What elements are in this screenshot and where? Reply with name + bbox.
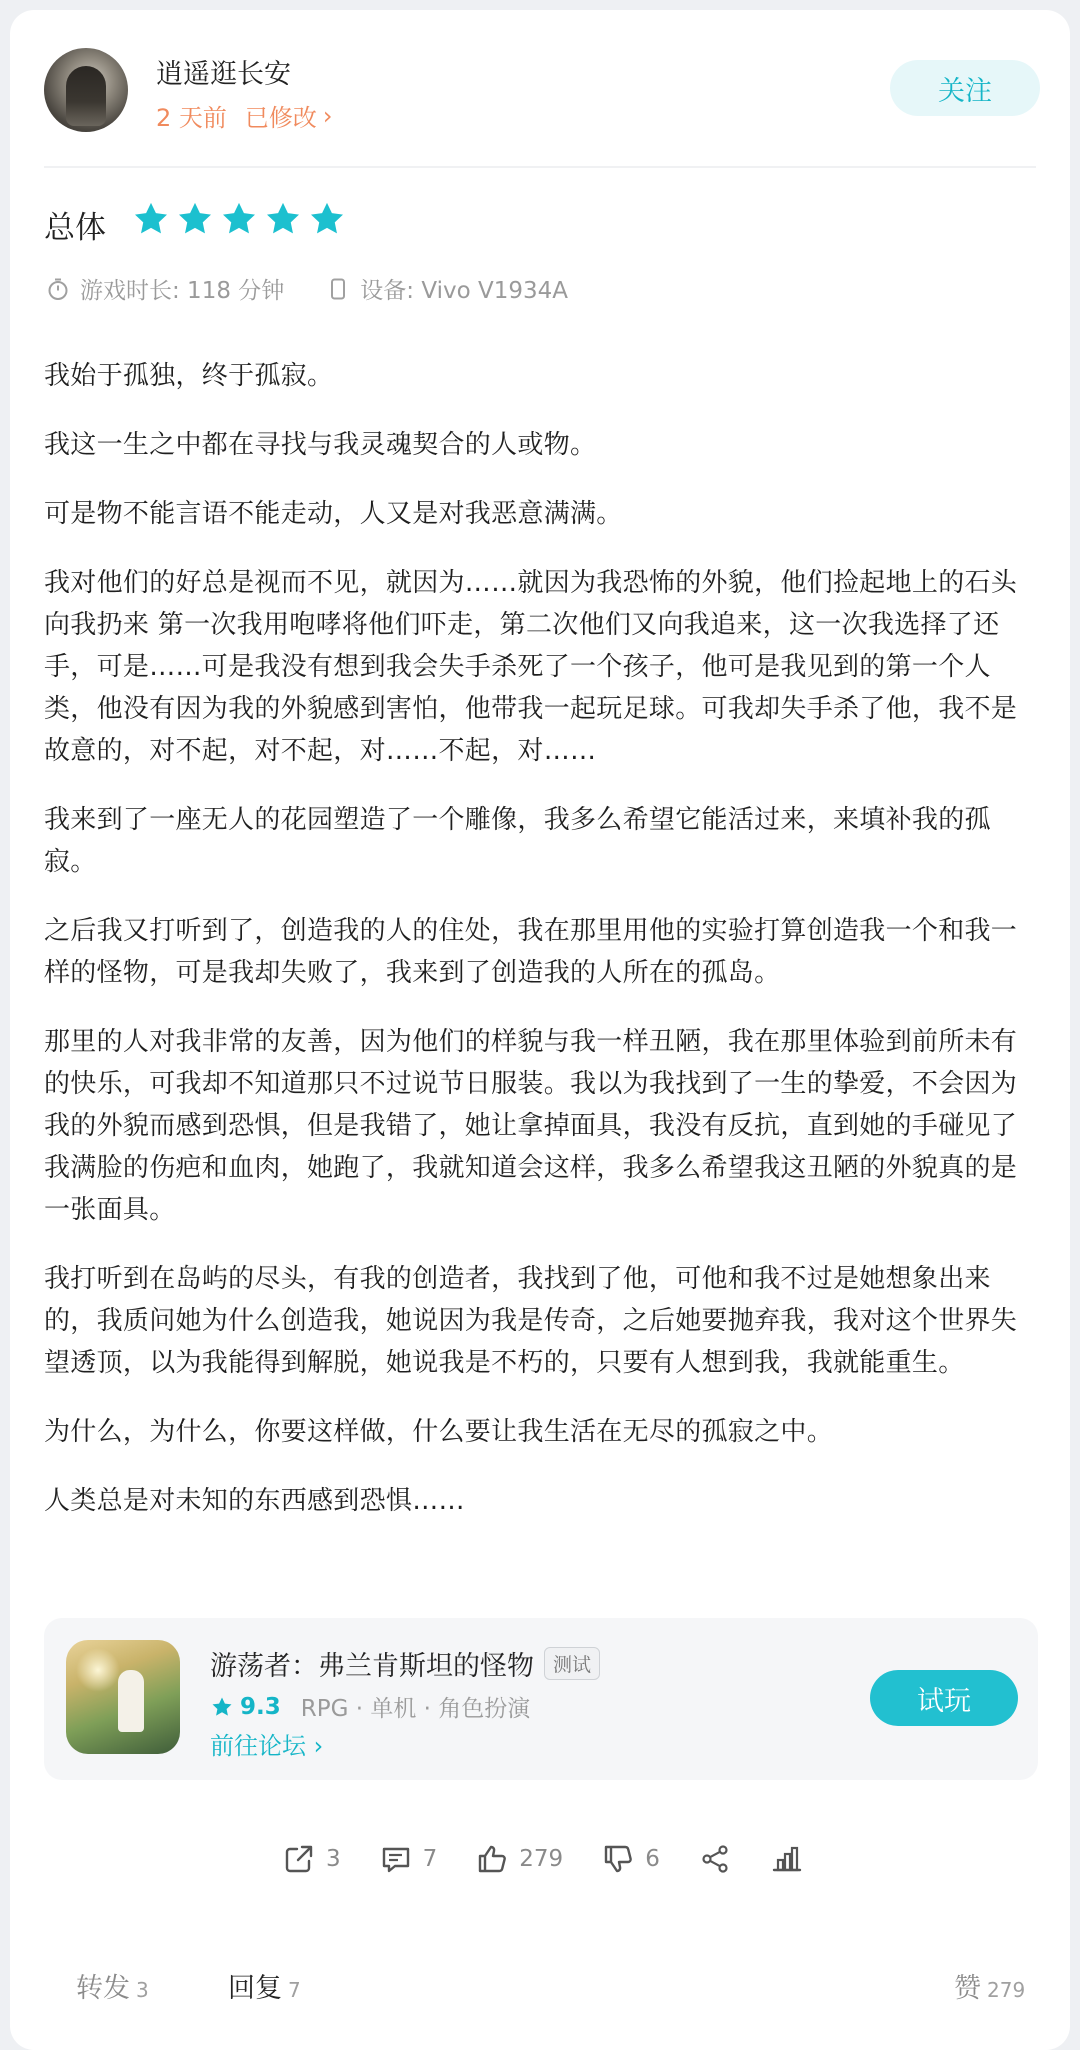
stats-action[interactable] — [770, 1842, 804, 1876]
thumbs-down-icon — [601, 1842, 635, 1876]
review-paragraph: 我对他们的好总是视而不见，就因为……就因为我恐怖的外貌，他们捡起地上的石头向我扔来 第一次我用咆哮将他们吓走，第二次他们又向我追来，这一次我选择了还手，可是……可是我没有想到我会失手杀死了一个孩子，他可是我见到的第一个人类，他没有因为我的外貌感到害怕，他带我一起玩足球。可我却失手杀了他，我不是故意的，对不起，对不起，对……不起，对…… — [44, 568, 1018, 766]
dislike-action[interactable]: 6 — [601, 1842, 660, 1876]
like-action[interactable]: 279 — [475, 1842, 563, 1876]
comment-action[interactable]: 7 — [379, 1842, 438, 1876]
author-name[interactable]: 逍遥逛长安 — [156, 59, 291, 90]
rating-label: 总体 — [44, 210, 106, 246]
tab-reply[interactable]: 回复 7 — [228, 1973, 301, 2004]
game-tags: RPG · 单机 · 角色扮演 — [300, 1696, 531, 1722]
star-icon — [220, 200, 258, 238]
info-row — [46, 272, 568, 305]
timer-icon — [46, 277, 70, 301]
share-network-icon — [698, 1842, 732, 1876]
share-icon — [282, 1842, 316, 1876]
post-meta — [156, 98, 333, 133]
star-icon — [264, 200, 302, 238]
review-paragraph: 可是物不能言语不能走动，人又是对我恶意满满。 — [44, 499, 623, 529]
review-paragraph: 我打听到在岛屿的尽头，有我的创造者，我找到了他，可他和我不过是她想象出来的，我质问她为什么创造我，她说因为我是传奇，之后她要抛弃我，我对这个世界失望透顶，以为我能得到解脱，她说我是不朽的，只要有人想到我，我就能重生。 — [44, 1264, 1018, 1378]
share-action[interactable]: 3 — [282, 1842, 341, 1876]
star-icon — [210, 1695, 234, 1719]
game-score: 9.3 — [210, 1694, 281, 1720]
review-body — [44, 355, 1038, 1549]
review-paragraph: 我始于孤独，终于孤寂。 — [44, 361, 334, 391]
forum-link[interactable]: 前往论坛 › — [210, 1732, 324, 1760]
star-icon — [132, 200, 170, 238]
review-paragraph: 我来到了一座无人的花园塑造了一个雕像，我多么希望它能活过来，来填补我的孤寂。 — [44, 805, 991, 877]
game-title-row — [210, 1644, 600, 1683]
try-play-button[interactable]: 试玩 — [870, 1670, 1018, 1726]
comment-icon — [379, 1842, 413, 1876]
follow-button[interactable]: 关注 — [890, 60, 1040, 116]
star-icon — [176, 200, 214, 238]
review-paragraph: 为什么，为什么，你要这样做，什么要让我生活在无尽的孤寂之中。 — [44, 1417, 834, 1447]
review-card — [10, 10, 1070, 2050]
game-meta — [210, 1690, 530, 1723]
review-paragraph: 之后我又打听到了，创造我的人的住处，我在那里用他的实验打算创造我一个和我一样的怪物，可是我却失败了，我来到了创造我的人所在的孤岛。 — [44, 916, 1018, 988]
playtime: 游戏时长: 118 分钟 — [80, 278, 285, 304]
tab-repost[interactable]: 转发 3 — [76, 1973, 149, 2004]
review-paragraph: 那里的人对我非常的友善，因为他们的样貌与我一样丑陋，我在那里体验到前所未有的快乐，可我却不知道那只不过说节日服装。我以为我找到了一生的挚爱，不会因为我的外貌而感到恐惧，但是我错了，她让拿掉面具，我没有反抗，直到她的手碰见了我满脸的伤疤和血肉，她跑了，我就知道会这样，我多么希望我这丑陋的外貌真的是一张面具。 — [44, 1027, 1018, 1225]
action-bar — [282, 1842, 842, 1876]
rating-stars — [132, 200, 346, 238]
thumbs-up-icon — [475, 1842, 509, 1876]
game-card[interactable] — [44, 1618, 1038, 1780]
edited-link[interactable]: 已修改 — [244, 104, 317, 132]
bar-chart-icon — [770, 1842, 804, 1876]
review-paragraph: 我这一生之中都在寻找与我灵魂契合的人或物。 — [44, 430, 597, 460]
tab-likes[interactable]: 赞 279 — [954, 1973, 1026, 2004]
share-network-action[interactable] — [698, 1842, 732, 1876]
review-paragraph: 人类总是对未知的东西感到恐惧…… — [44, 1486, 465, 1516]
game-title[interactable]: 游荡者：弗兰肯斯坦的怪物 — [210, 1651, 534, 1682]
chevron-right-icon: › — [313, 1732, 324, 1760]
divider — [44, 166, 1036, 168]
phone-icon — [326, 277, 350, 301]
chevron-right-icon: › — [322, 101, 333, 130]
star-icon — [308, 200, 346, 238]
game-icon[interactable] — [66, 1640, 180, 1754]
avatar[interactable] — [44, 48, 128, 132]
test-badge: 测试 — [544, 1647, 600, 1680]
device: 设备: Vivo V1934A — [360, 278, 568, 304]
post-time: 2 天前 — [156, 104, 227, 132]
